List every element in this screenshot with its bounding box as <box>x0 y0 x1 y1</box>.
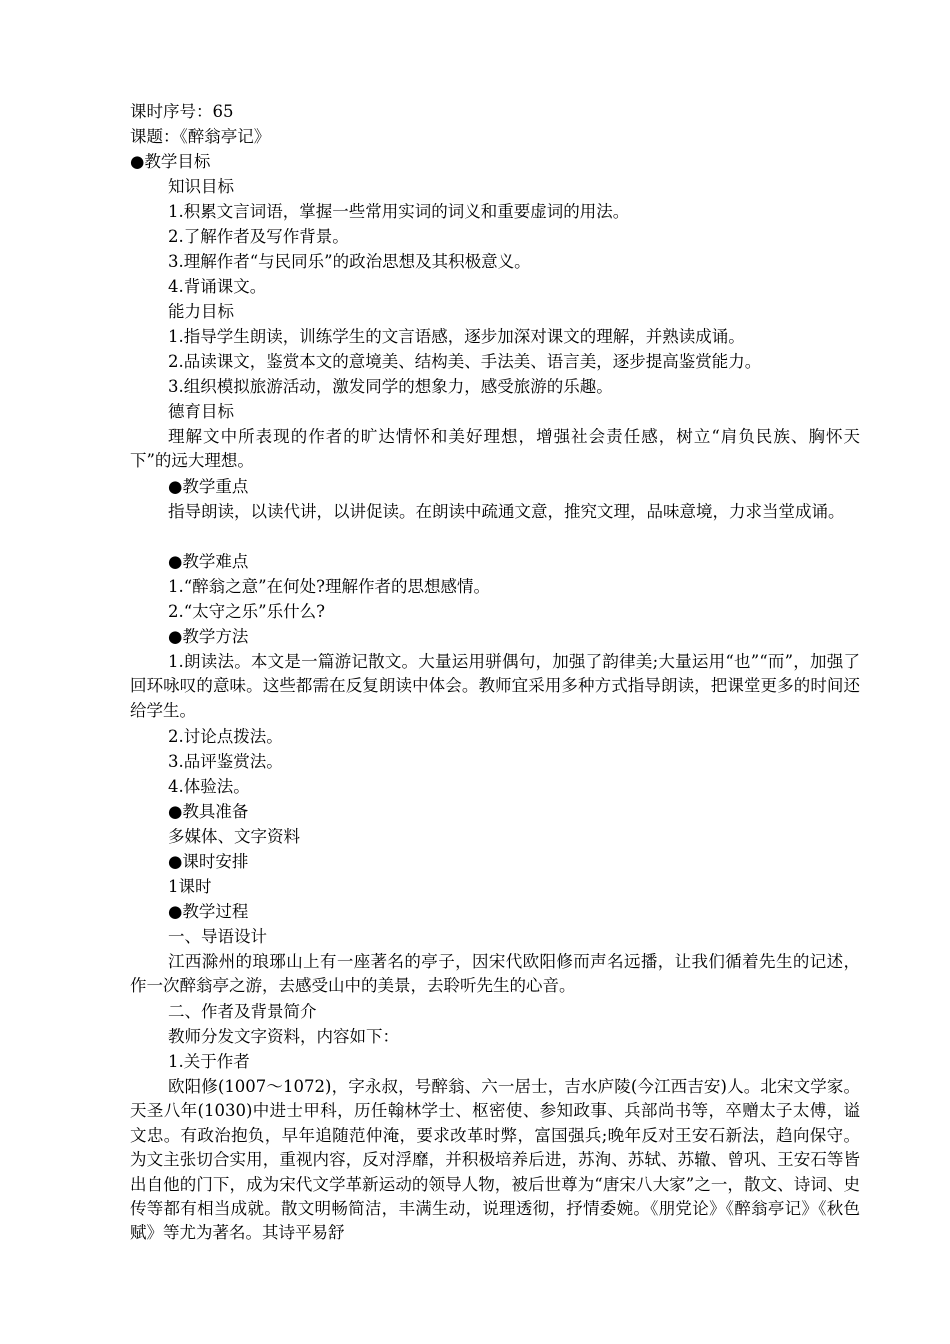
lesson-topic: 课题：《醉翁亭记》 <box>130 127 271 146</box>
difficulties-heading: ●教学难点 <box>168 552 249 571</box>
key-points-heading: ●教学重点 <box>168 477 249 496</box>
intro-paragraph: 江西滁州的琅琊山上有一座著名的亭子，因宋代欧阳修而声名远播，让我们循着先生的记述，作一次醉翁亭之游，去感受山中的美景，去聆听先生的心音。 <box>130 952 860 996</box>
tools-text: 多媒体、文字资料 <box>168 827 300 846</box>
method-item: 4.体验法。 <box>168 777 250 796</box>
knowledge-item: 4.背诵课文。 <box>168 277 267 296</box>
difficulty-item: 1.“醉翁之意”在何处?理解作者的思想感情。 <box>168 577 490 596</box>
handout-text: 教师分发文字资料，内容如下： <box>168 1027 399 1046</box>
method-paragraph: 1.朗读法。本文是一篇游记散文。大量运用骈偶句，加强了韵律美;大量运用“也”“而”，加强了回环咏叹的意味。这些都需在反复朗读中体会。教师宜采用多种方式指导朗读，把课堂更多的时间还给学生。 <box>130 652 860 720</box>
moral-title: 德育目标 <box>168 402 234 421</box>
knowledge-item: 3.理解作者“与民同乐”的政治思想及其积极意义。 <box>168 252 531 271</box>
knowledge-item: 1.积累文言词语，掌握一些常用实词的词义和重要虚词的用法。 <box>168 202 630 221</box>
intro-title: 一、导语设计 <box>168 927 267 946</box>
difficulty-item: 2.“太守之乐”乐什么? <box>168 602 325 621</box>
author-paragraph: 欧阳修(1007～1072)，字永叔，号醉翁、六一居士，吉水庐陵(今江西吉安)人。北宋文学家。天圣八年(1030)中进士甲科，历任翰林学士、枢密使、参知政事、兵部尚书等，卒赠太子太傅，谥文忠。有政治抱负，早年追随范仲淹，要求改革时弊，富国强兵;晚年反对王安石新法，趋向保守。为文主张切合实用，重视内容，反对浮靡，并积极培养后进，苏洵、苏轼、苏辙、曾巩、王安石等皆出自他的门下，成为宋代文学革新运动的领导人物，被后世尊为“唐宋八大家”之一，散文、诗词、史传等都有相当成就。散文明畅简洁，丰满生动，说理透彻，抒情委婉。《朋党论》《醉翁亭记》《秋色赋》等尤为著名。其诗平易舒 <box>130 1077 860 1243</box>
goals-heading: ●教学目标 <box>130 152 211 171</box>
knowledge-item: 2.了解作者及写作背景。 <box>168 227 349 246</box>
key-points-paragraph: 指导朗读，以读代讲，以讲促读。在朗读中疏通文意，推究文理，品味意境，力求当堂成诵。 <box>168 502 845 521</box>
ability-title: 能力目标 <box>168 302 234 321</box>
ability-item: 1.指导学生朗读，训练学生的文言语感，逐步加深对课文的理解，并熟读成诵。 <box>168 327 745 346</box>
schedule-text: 1课时 <box>168 877 212 896</box>
knowledge-title: 知识目标 <box>168 177 234 196</box>
methods-heading: ●教学方法 <box>168 627 249 646</box>
lesson-number: 课时序号：65 <box>130 102 234 121</box>
schedule-heading: ●课时安排 <box>168 852 249 871</box>
method-item: 2.讨论点拨法。 <box>168 727 283 746</box>
moral-paragraph: 理解文中所表现的作者的旷达情怀和美好理想，增强社会责任感，树立“肩负民族、胸怀天下”的远大理想。 <box>130 427 860 471</box>
ability-item: 3.组织模拟旅游活动，激发同学的想象力，感受旅游的乐趣。 <box>168 377 613 396</box>
about-author-title: 1.关于作者 <box>168 1052 250 1071</box>
method-item: 3.品评鉴赏法。 <box>168 752 283 771</box>
author-section-title: 二、作者及背景简介 <box>168 1002 317 1021</box>
ability-item: 2.品读课文，鉴赏本文的意境美、结构美、手法美、语言美，逐步提高鉴赏能力。 <box>168 352 762 371</box>
tools-heading: ●教具准备 <box>168 802 249 821</box>
process-heading: ●教学过程 <box>168 902 249 921</box>
